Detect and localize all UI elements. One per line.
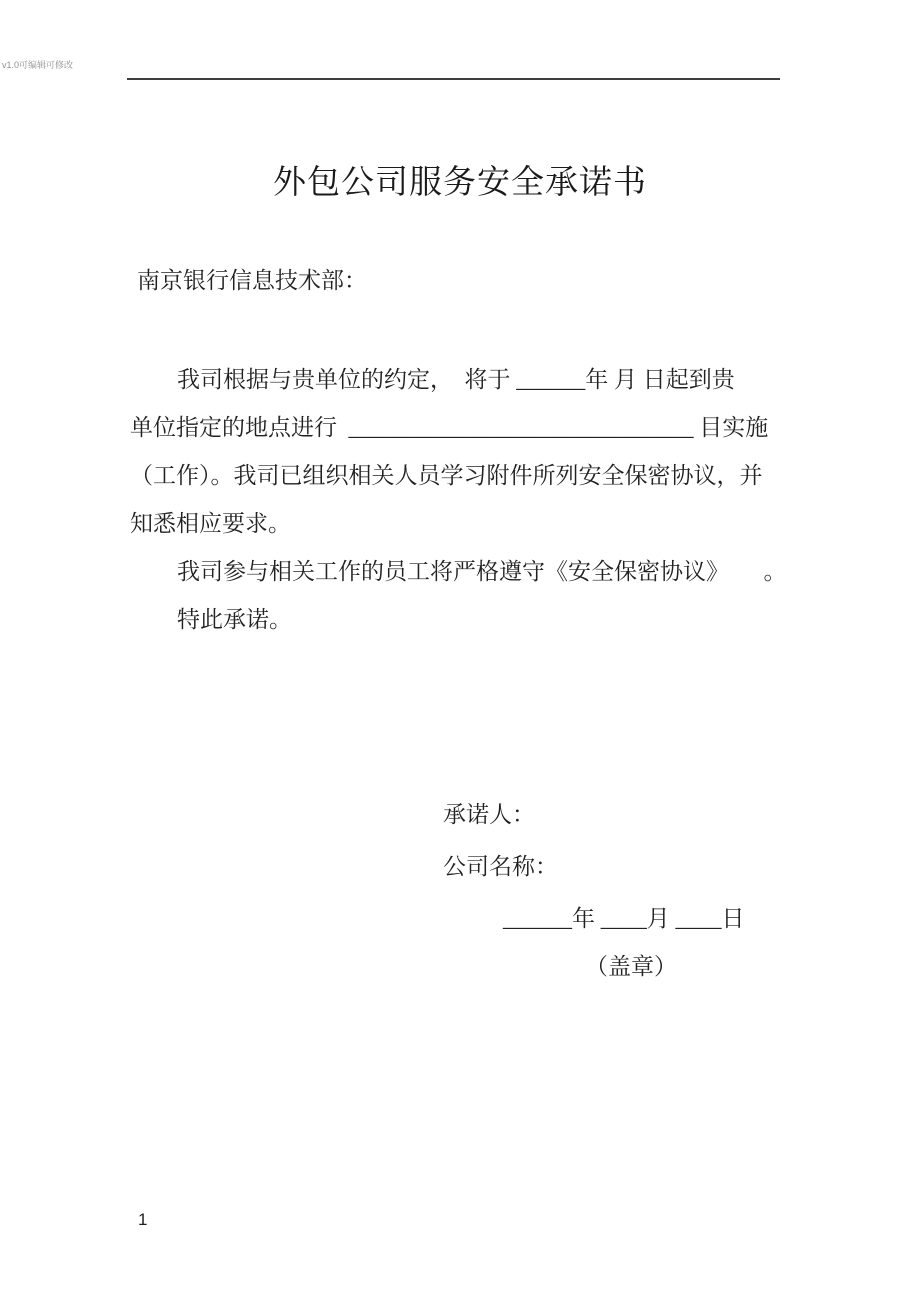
body-line: 我司参与相关工作的员工将严格遵守《安全保密协议》 。 [177, 559, 787, 584]
promisor-label: 承诺人： [443, 802, 535, 827]
company-name-label: 公司名称： [443, 854, 558, 879]
salutation: 南京银行信息技术部： [137, 268, 367, 293]
version-watermark: v1.0可编辑可修改 [2, 60, 74, 70]
body-line: 我司根据与贵单位的约定， 将于 ______年 月 日起到贵 [177, 367, 735, 392]
page-number: 1 [138, 1210, 148, 1229]
body-line: 特此承诺。 [177, 607, 292, 632]
body-line: （工作）。我司已组织相关人员学习附件所列安全保密协议，并 [130, 463, 763, 488]
seal-label: （盖章） [585, 954, 677, 979]
body-line: 单位指定的地点进行 ______________________________ 目实施 [130, 415, 769, 440]
date-line: ______年 ____月 ____日 [503, 906, 745, 931]
body-paragraphs [130, 356, 787, 644]
header-rule [127, 78, 780, 80]
document-title: 外包公司服务安全承诺书 [273, 165, 647, 201]
body-line: 知悉相应要求。 [130, 511, 291, 536]
